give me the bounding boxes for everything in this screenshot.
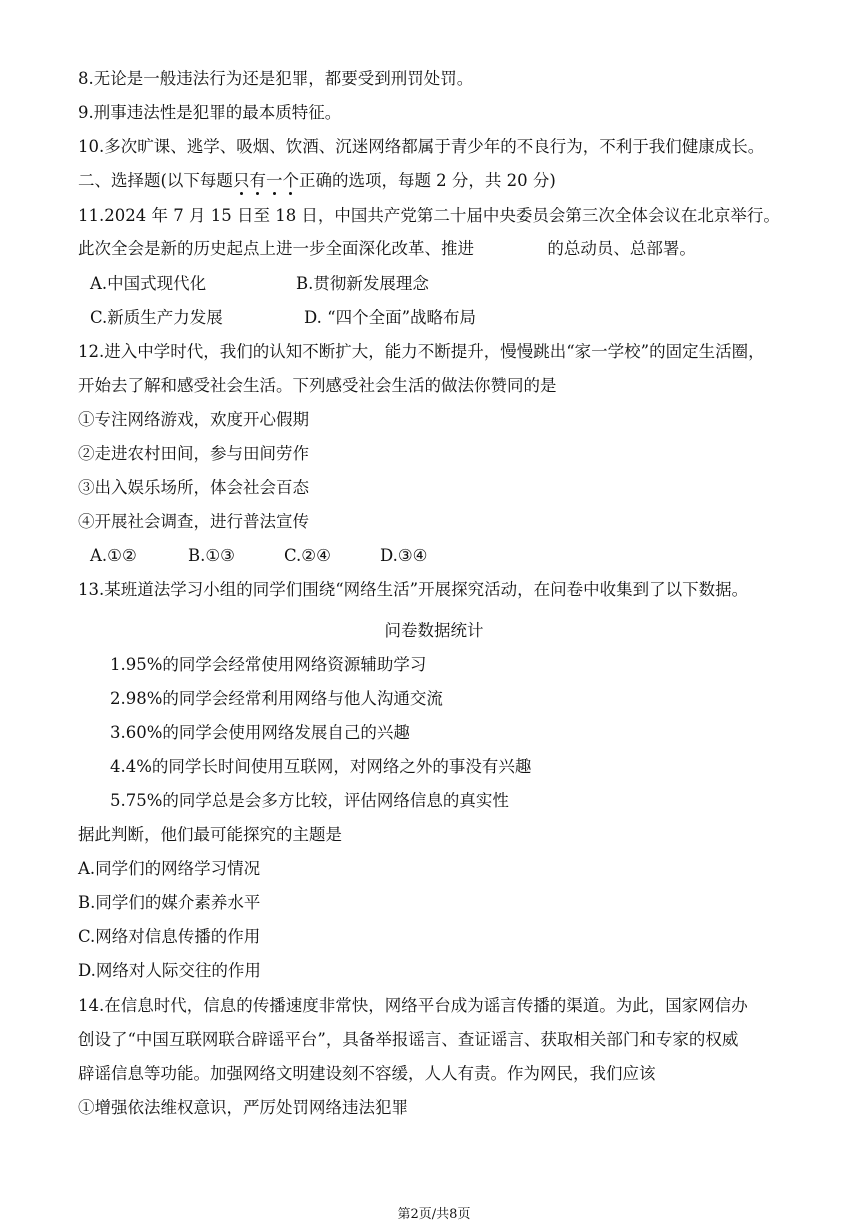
question-10: 10.多次旷课、逃学、吸烟、饮酒、沉迷网络都属于青少年的不良行为，不利于我们健康成长。 — [78, 137, 765, 156]
question-14-stem-2: 创设了“中国互联网联合辟谣平台”，具备举报谣言、查证谣言、获取相关部门和专家的权威 — [78, 1030, 739, 1049]
survey-title: 问卷数据统计 — [384, 621, 484, 640]
section-2-suffix: 正确的选项，每题 2 分，共 20 分) — [298, 171, 556, 190]
emphasis-char: 只 — [232, 171, 250, 190]
question-12-option-b: B.①③ — [188, 546, 235, 565]
question-14-stem-1: 14.在信息时代，信息的传播速度非常快，网络平台成为谣言传播的渠道。为此，国家网信办 — [78, 996, 748, 1015]
question-11-option-d: D. “四个全面”战略布局 — [304, 308, 477, 327]
question-12-stem-1: 12.进入中学时代，我们的认知不断扩大，能力不断提升，慢慢跳出“家一学校”的固定生活圈， — [78, 342, 765, 361]
question-11-option-a: A.中国式现代化 — [90, 274, 207, 293]
question-13-option-d: D.网络对人际交往的作用 — [78, 961, 261, 980]
question-11-option-c: C.新质生产力发展 — [90, 308, 223, 327]
question-12-stem-2: 开始去了解和感受社会生活。下列感受社会生活的做法你赞同的是 — [78, 376, 557, 395]
question-13-option-b: B.同学们的媒介素养水平 — [78, 893, 261, 912]
question-14-item-1: ①增强依法维权意识，严厉处罚网络违法犯罪 — [78, 1098, 408, 1117]
emphasis-char: 有 — [249, 171, 266, 190]
question-11-stem-1: 11.2024 年 7 月 15 日至 18 日，中国共产党第二十届中央委员会第三次全体会议在北京举行。 — [78, 206, 780, 225]
survey-stat-1: 1.95%的同学会经常使用网络资源辅助学习 — [110, 655, 427, 674]
section-2-prefix: 二、选择题(以下每题 — [78, 171, 233, 190]
emphasis-char: 个 — [282, 171, 299, 190]
question-11-option-b: B.贯彻新发展理念 — [296, 274, 429, 293]
question-13-stem: 13.某班道法学习小组的同学们围绕“网络生活”开展探究活动，在问卷中收集到了以下数据。 — [78, 580, 749, 599]
question-9: 9.刑事违法性是犯罪的最本质特征。 — [78, 103, 342, 122]
question-12-option-d: D.③④ — [380, 546, 428, 565]
survey-stat-5: 5.75%的同学总是会多方比较，评估网络信息的真实性 — [110, 791, 509, 810]
question-12-item-1: ①专注网络游戏，欢度开心假期 — [78, 410, 309, 429]
question-8: 8.无论是一般违法行为还是犯罪，都要受到刑罚处罚。 — [78, 69, 474, 88]
survey-stat-2: 2.98%的同学会经常利用网络与他人沟通交流 — [110, 689, 443, 708]
section-2-heading — [78, 170, 556, 192]
question-12-item-4: ④开展社会调查，进行普法宣传 — [78, 512, 309, 531]
question-12-item-2: ②走进农村田间，参与田间劳作 — [78, 444, 309, 463]
question-11-stem-2: 此次全会是新的历史起点上进一步全面深化改革、推进 的总动员、总部署。 — [78, 239, 696, 258]
question-12-option-a: A.①② — [90, 546, 137, 565]
survey-stat-4: 4.4%的同学长时间使用互联网，对网络之外的事没有兴趣 — [110, 757, 532, 776]
survey-stat-3: 3.60%的同学会使用网络发展自己的兴趣 — [110, 723, 410, 742]
question-12-item-3: ③出入娱乐场所，体会社会百态 — [78, 478, 309, 497]
page-number: 第2页/共8页 — [397, 1207, 471, 1222]
question-13-option-a: A.同学们的网络学习情况 — [78, 859, 261, 878]
question-13-option-c: C.网络对信息传播的作用 — [78, 927, 261, 946]
question-12-option-c: C.②④ — [284, 546, 331, 565]
question-13-question: 据此判断，他们最可能探究的主题是 — [78, 825, 342, 844]
emphasis-char: 一 — [265, 171, 283, 190]
question-14-stem-3: 辟谣信息等功能。加强网络文明建设刻不容缓，人人有责。作为网民，我们应该 — [78, 1064, 656, 1083]
